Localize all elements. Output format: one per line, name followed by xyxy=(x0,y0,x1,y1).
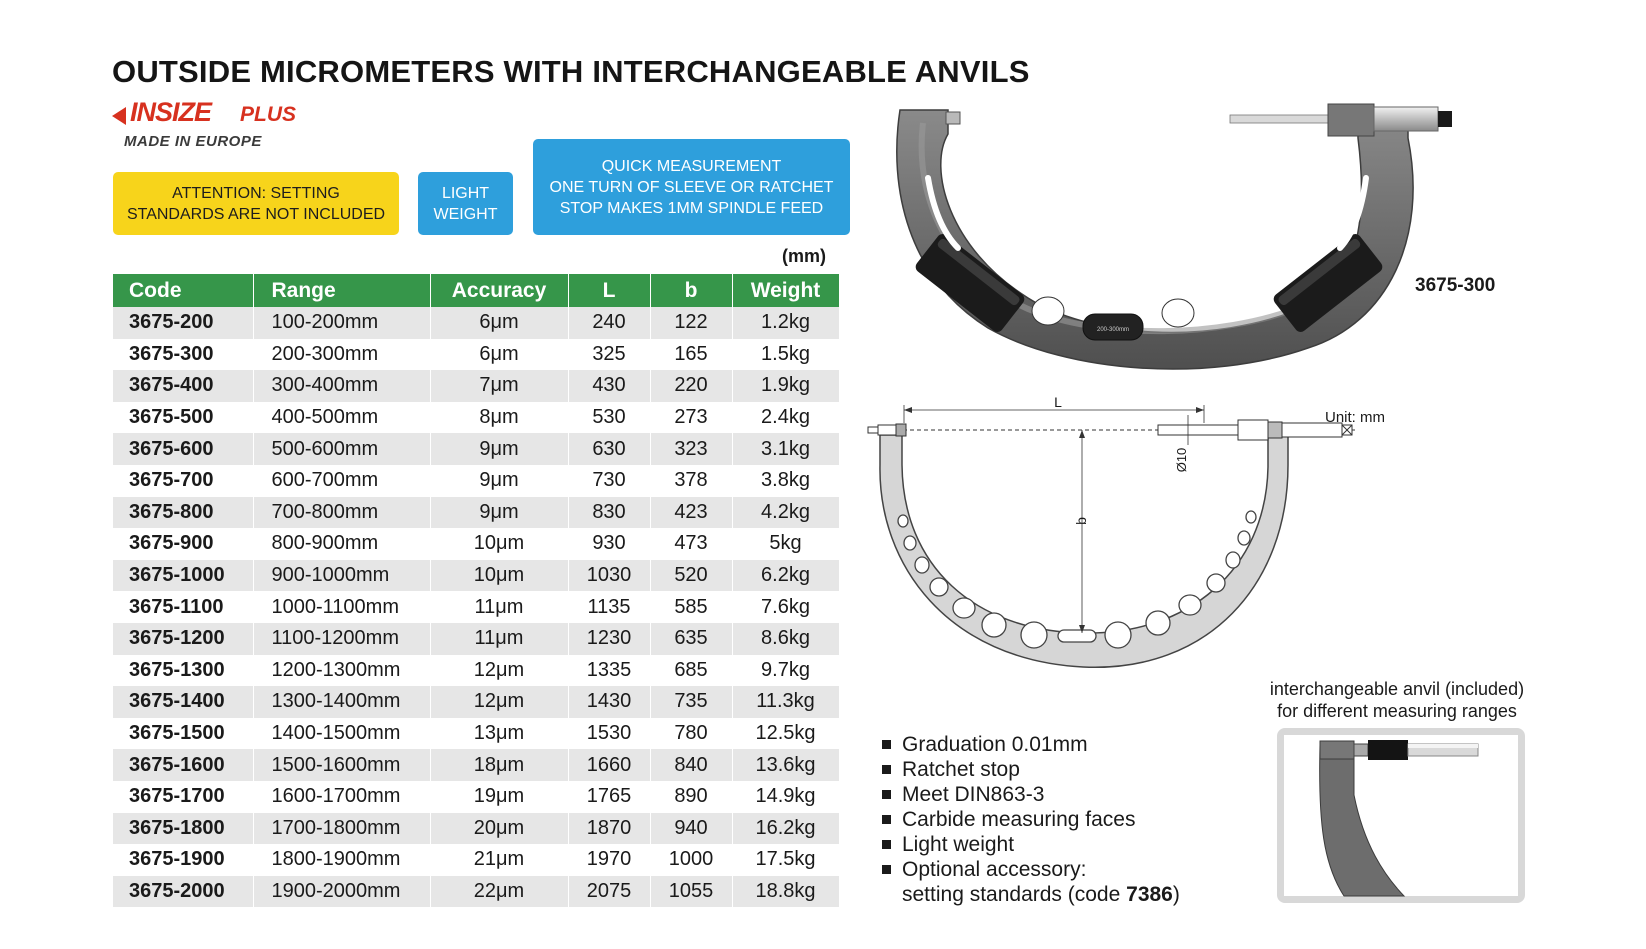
diagram-unit: Unit: mm xyxy=(1325,409,1385,426)
cell-range: 800-900mm xyxy=(253,528,430,560)
cell-b: 273 xyxy=(650,402,732,434)
cell-b: 1055 xyxy=(650,876,732,908)
table-row xyxy=(113,402,839,434)
dimension-diameter-label: Ø10 xyxy=(1174,447,1189,473)
cell-range: 700-800mm xyxy=(253,497,430,529)
cell-l: 530 xyxy=(568,402,650,434)
cell-l: 1135 xyxy=(568,591,650,623)
cell-code: 3675-900 xyxy=(113,528,253,560)
cell-range: 1700-1800mm xyxy=(253,813,430,845)
cell-weight: 4.2kg xyxy=(732,497,839,529)
light-weight-badge xyxy=(418,172,513,235)
cell-range: 100-200mm xyxy=(253,307,430,339)
anvil-detail-box xyxy=(1277,728,1525,903)
cell-accuracy: 21μm xyxy=(430,844,568,876)
light-line-1: LIGHT xyxy=(441,184,490,202)
spindle xyxy=(1230,115,1330,123)
cell-accuracy: 11μm xyxy=(430,591,568,623)
bullet-square-icon xyxy=(882,790,891,799)
list-item: Carbide measuring faces xyxy=(882,807,1180,832)
cell-weight: 2.4kg xyxy=(732,402,839,434)
bullet-square-icon xyxy=(882,765,891,774)
bullet-square-icon xyxy=(882,815,891,824)
table-row xyxy=(113,497,839,529)
spec-table xyxy=(113,274,840,907)
table-row xyxy=(113,528,839,560)
cell-code: 3675-1800 xyxy=(113,813,253,845)
table-row xyxy=(113,339,839,371)
cell-b: 423 xyxy=(650,497,732,529)
table-row xyxy=(113,591,839,623)
cell-accuracy: 9μm xyxy=(430,465,568,497)
cell-accuracy: 18μm xyxy=(430,749,568,781)
list-item: Graduation 0.01mm xyxy=(882,732,1180,757)
col-header-range: Range xyxy=(253,274,430,307)
cell-b: 220 xyxy=(650,370,732,402)
cell-l: 1430 xyxy=(568,686,650,718)
model-label: 3675-300 xyxy=(1415,275,1496,296)
col-header-b: b xyxy=(650,274,732,307)
attention-line-2: STANDARDS ARE NOT INCLUDED xyxy=(126,205,386,223)
cell-range: 1000-1100mm xyxy=(253,591,430,623)
cell-l: 730 xyxy=(568,465,650,497)
table-row xyxy=(113,844,839,876)
col-header-accuracy: Accuracy xyxy=(430,274,568,307)
ratchet-stop xyxy=(1438,111,1452,127)
cell-range: 1500-1600mm xyxy=(253,749,430,781)
cell-weight: 7.6kg xyxy=(732,591,839,623)
cell-l: 1030 xyxy=(568,560,650,592)
table-row xyxy=(113,370,839,402)
bullet-square-icon xyxy=(882,865,891,874)
list-item: Light weight xyxy=(882,832,1180,857)
cell-b: 165 xyxy=(650,339,732,371)
cell-range: 1400-1500mm xyxy=(253,718,430,750)
brand-logo xyxy=(112,97,332,153)
col-header-code: Code xyxy=(113,274,253,307)
cell-weight: 1.2kg xyxy=(732,307,839,339)
cell-b: 1000 xyxy=(650,844,732,876)
quick-line-2: ONE TURN OF SLEEVE OR RATCHET xyxy=(549,178,834,196)
cell-accuracy: 13μm xyxy=(430,718,568,750)
cell-accuracy: 9μm xyxy=(430,497,568,529)
cell-l: 325 xyxy=(568,339,650,371)
quick-line-1: QUICK MEASUREMENT xyxy=(601,157,782,175)
cell-l: 1230 xyxy=(568,623,650,655)
frame-plate-text: 200-300mm xyxy=(1096,327,1130,333)
bullet-square-icon xyxy=(882,840,891,849)
dimension-diagram xyxy=(868,394,1398,705)
list-item: Optional accessory: setting standards (code 7386) xyxy=(882,857,1180,907)
cell-l: 830 xyxy=(568,497,650,529)
cell-code: 3675-2000 xyxy=(113,876,253,908)
cell-l: 1765 xyxy=(568,781,650,813)
cell-range: 500-600mm xyxy=(253,433,430,465)
cell-code: 3675-1600 xyxy=(113,749,253,781)
table-row xyxy=(113,686,839,718)
page-title: OUTSIDE MICROMETERS WITH INTERCHANGEABLE ANVILS xyxy=(112,54,1030,89)
cell-accuracy: 6μm xyxy=(430,307,568,339)
cell-range: 1900-2000mm xyxy=(253,876,430,908)
cell-range: 1300-1400mm xyxy=(253,686,430,718)
col-header-l: L xyxy=(568,274,650,307)
cell-b: 890 xyxy=(650,781,732,813)
cell-code: 3675-1100 xyxy=(113,591,253,623)
cell-weight: 1.5kg xyxy=(732,339,839,371)
accessory-code: 7386 xyxy=(1126,883,1173,906)
thimble xyxy=(1374,107,1438,131)
table-row xyxy=(113,307,839,339)
cell-range: 300-400mm xyxy=(253,370,430,402)
cell-weight: 17.5kg xyxy=(732,844,839,876)
cell-l: 1870 xyxy=(568,813,650,845)
micrometer-photo xyxy=(888,98,1528,378)
cell-accuracy: 6μm xyxy=(430,339,568,371)
cell-weight: 3.8kg xyxy=(732,465,839,497)
cell-accuracy: 8μm xyxy=(430,402,568,434)
logo-brand: INSIZE xyxy=(130,97,212,127)
logo-arrow-icon xyxy=(112,107,126,125)
cell-code: 3675-400 xyxy=(113,370,253,402)
cell-l: 930 xyxy=(568,528,650,560)
table-row xyxy=(113,718,839,750)
cell-accuracy: 11μm xyxy=(430,623,568,655)
cell-weight: 8.6kg xyxy=(732,623,839,655)
cell-b: 840 xyxy=(650,749,732,781)
cell-code: 3675-1400 xyxy=(113,686,253,718)
cell-range: 900-1000mm xyxy=(253,560,430,592)
cell-code: 3675-600 xyxy=(113,433,253,465)
cell-l: 240 xyxy=(568,307,650,339)
cell-l: 1660 xyxy=(568,749,650,781)
cell-b: 323 xyxy=(650,433,732,465)
table-row xyxy=(113,655,839,687)
cell-range: 1600-1700mm xyxy=(253,781,430,813)
bullet-square-icon xyxy=(882,740,891,749)
logo-suffix: PLUS xyxy=(240,103,297,126)
dimension-l-label: L xyxy=(1054,394,1062,410)
cell-accuracy: 12μm xyxy=(430,655,568,687)
features-list xyxy=(882,732,1180,907)
cell-weight: 16.2kg xyxy=(732,813,839,845)
cell-code: 3675-1000 xyxy=(113,560,253,592)
cell-b: 635 xyxy=(650,623,732,655)
table-row xyxy=(113,465,839,497)
cell-range: 200-300mm xyxy=(253,339,430,371)
table-row xyxy=(113,749,839,781)
cell-l: 1530 xyxy=(568,718,650,750)
cell-weight: 14.9kg xyxy=(732,781,839,813)
table-row xyxy=(113,623,839,655)
attention-line-1: ATTENTION: SETTING xyxy=(172,184,340,202)
cell-b: 940 xyxy=(650,813,732,845)
logo-tagline: MADE IN EUROPE xyxy=(124,133,262,150)
cell-code: 3675-800 xyxy=(113,497,253,529)
cell-accuracy: 10μm xyxy=(430,528,568,560)
attention-badge xyxy=(113,172,399,235)
list-item: Meet DIN863-3 xyxy=(882,782,1180,807)
cell-code: 3675-1900 xyxy=(113,844,253,876)
cell-range: 1200-1300mm xyxy=(253,655,430,687)
cell-l: 1970 xyxy=(568,844,650,876)
cell-weight: 5kg xyxy=(732,528,839,560)
anvil-caption: interchangeable anvil (included) for different measuring ranges xyxy=(1269,679,1525,721)
cell-weight: 13.6kg xyxy=(732,749,839,781)
cell-b: 122 xyxy=(650,307,732,339)
cell-code: 3675-700 xyxy=(113,465,253,497)
table-unit: (mm) xyxy=(782,246,826,266)
quick-line-3: STOP MAKES 1MM SPINDLE FEED xyxy=(559,199,824,217)
cell-l: 630 xyxy=(568,433,650,465)
table-row xyxy=(113,781,839,813)
cell-accuracy: 19μm xyxy=(430,781,568,813)
cell-weight: 1.9kg xyxy=(732,370,839,402)
cell-code: 3675-500 xyxy=(113,402,253,434)
cell-b: 685 xyxy=(650,655,732,687)
cell-code: 3675-200 xyxy=(113,307,253,339)
cell-code: 3675-1500 xyxy=(113,718,253,750)
cell-accuracy: 9μm xyxy=(430,433,568,465)
cell-accuracy: 12μm xyxy=(430,686,568,718)
cell-accuracy: 22μm xyxy=(430,876,568,908)
table-row xyxy=(113,813,839,845)
table-body xyxy=(113,307,839,907)
col-header-weight: Weight xyxy=(732,274,839,307)
cell-accuracy: 20μm xyxy=(430,813,568,845)
table-header-row xyxy=(113,274,839,307)
cell-range: 1100-1200mm xyxy=(253,623,430,655)
cell-range: 600-700mm xyxy=(253,465,430,497)
cell-accuracy: 10μm xyxy=(430,560,568,592)
cell-code: 3675-1200 xyxy=(113,623,253,655)
list-item: Ratchet stop xyxy=(882,757,1180,782)
cell-b: 378 xyxy=(650,465,732,497)
cell-b: 520 xyxy=(650,560,732,592)
table-row xyxy=(113,433,839,465)
cell-l: 1335 xyxy=(568,655,650,687)
table-row xyxy=(113,876,839,908)
cell-l: 430 xyxy=(568,370,650,402)
anvil-detail-photo xyxy=(1284,735,1518,896)
cell-code: 3675-1700 xyxy=(113,781,253,813)
cell-b: 780 xyxy=(650,718,732,750)
cell-weight: 9.7kg xyxy=(732,655,839,687)
cell-weight: 6.2kg xyxy=(732,560,839,592)
cell-weight: 3.1kg xyxy=(732,433,839,465)
quick-measurement-badge xyxy=(533,139,850,235)
spindle-housing xyxy=(1328,104,1374,136)
cell-range: 1800-1900mm xyxy=(253,844,430,876)
table-row xyxy=(113,560,839,592)
cell-b: 585 xyxy=(650,591,732,623)
cell-code: 3675-300 xyxy=(113,339,253,371)
cell-b: 473 xyxy=(650,528,732,560)
accessory-line: setting standards (code 7386) xyxy=(902,883,1180,906)
cell-weight: 18.8kg xyxy=(732,876,839,908)
cell-l: 2075 xyxy=(568,876,650,908)
cell-b: 735 xyxy=(650,686,732,718)
light-line-2: WEIGHT xyxy=(433,205,498,223)
cell-code: 3675-1300 xyxy=(113,655,253,687)
cell-range: 400-500mm xyxy=(253,402,430,434)
dimension-b-label: b xyxy=(1073,517,1089,525)
cell-weight: 11.3kg xyxy=(732,686,839,718)
cell-accuracy: 7μm xyxy=(430,370,568,402)
cell-weight: 12.5kg xyxy=(732,718,839,750)
